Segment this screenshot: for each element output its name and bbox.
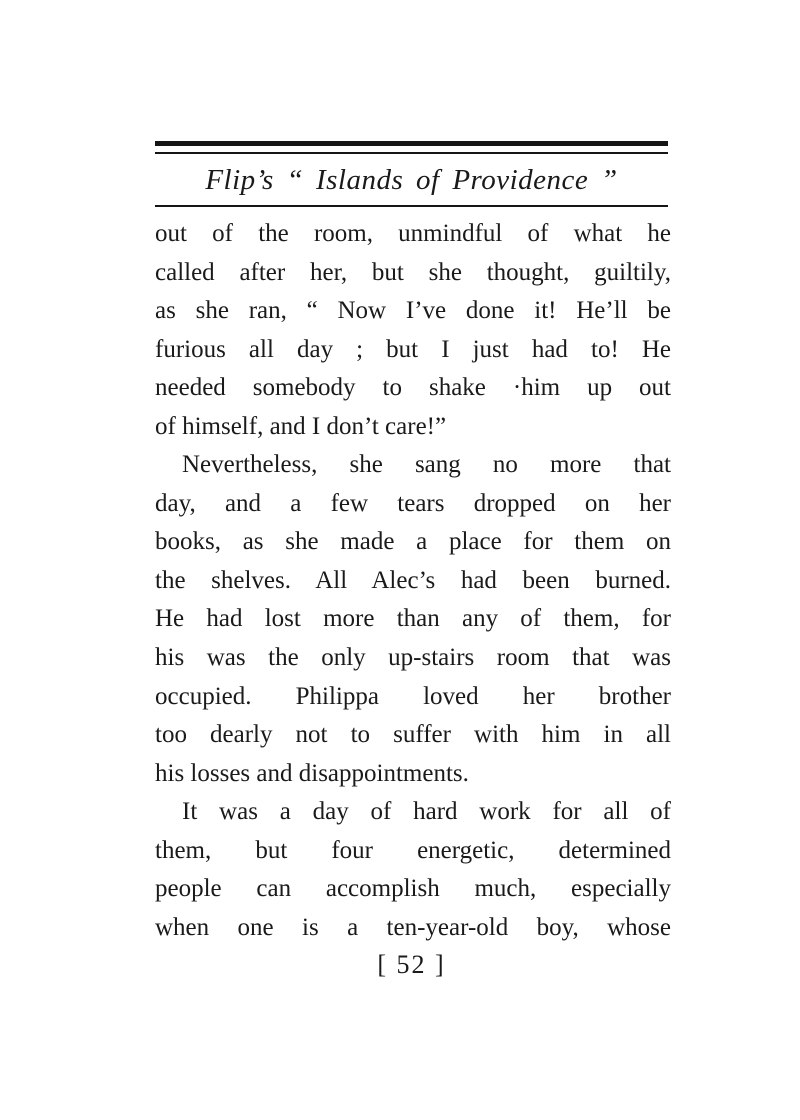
text-line-paragraph-end: his losses and disappointments. — [155, 759, 469, 787]
text-line: needed somebody to shake ·him up out — [155, 374, 671, 402]
text-line: them, but four energetic, determined — [155, 836, 671, 864]
text-line-paragraph-start: It was a day of hard work for all of — [182, 798, 671, 826]
page-number: [ 52 ] — [377, 950, 446, 979]
text-line: the shelves. All Alec’s had been burned. — [155, 566, 671, 594]
header-rule-thin-top — [155, 152, 668, 154]
text-line: called after her, but she thought, guiltily, — [155, 258, 671, 286]
header-rule-thin-bottom — [155, 205, 668, 207]
header-rule-thick — [155, 141, 668, 146]
text-line: as she ran, “ Now I’ve done it! He’ll be — [155, 297, 671, 325]
text-line: He had lost more than any of them, for — [155, 605, 671, 633]
text-line: books, as she made a place for them on — [155, 528, 671, 556]
text-line: furious all day ; but I just had to! He — [155, 335, 671, 363]
text-line: out of the room, unmindful of what he — [155, 220, 671, 247]
text-line: day, and a few tears dropped on her — [155, 489, 671, 517]
text-line: too dearly not to suffer with him in all — [155, 721, 671, 749]
text-line-paragraph-end: of himself, and I don’t care!” — [155, 412, 447, 440]
text-line: people can accomplish much, especially — [155, 875, 671, 903]
text-line: occupied. Philippa loved her brother — [155, 682, 671, 710]
text-line: when one is a ten-year-old boy, whose — [155, 913, 671, 941]
body-text — [155, 215, 671, 947]
running-title: Flip’s “ Islands of Providence ” — [205, 164, 618, 196]
text-line: his was the only up-stairs room that was — [155, 644, 671, 672]
text-line-paragraph-start: Nevertheless, she sang no more that — [182, 451, 671, 479]
